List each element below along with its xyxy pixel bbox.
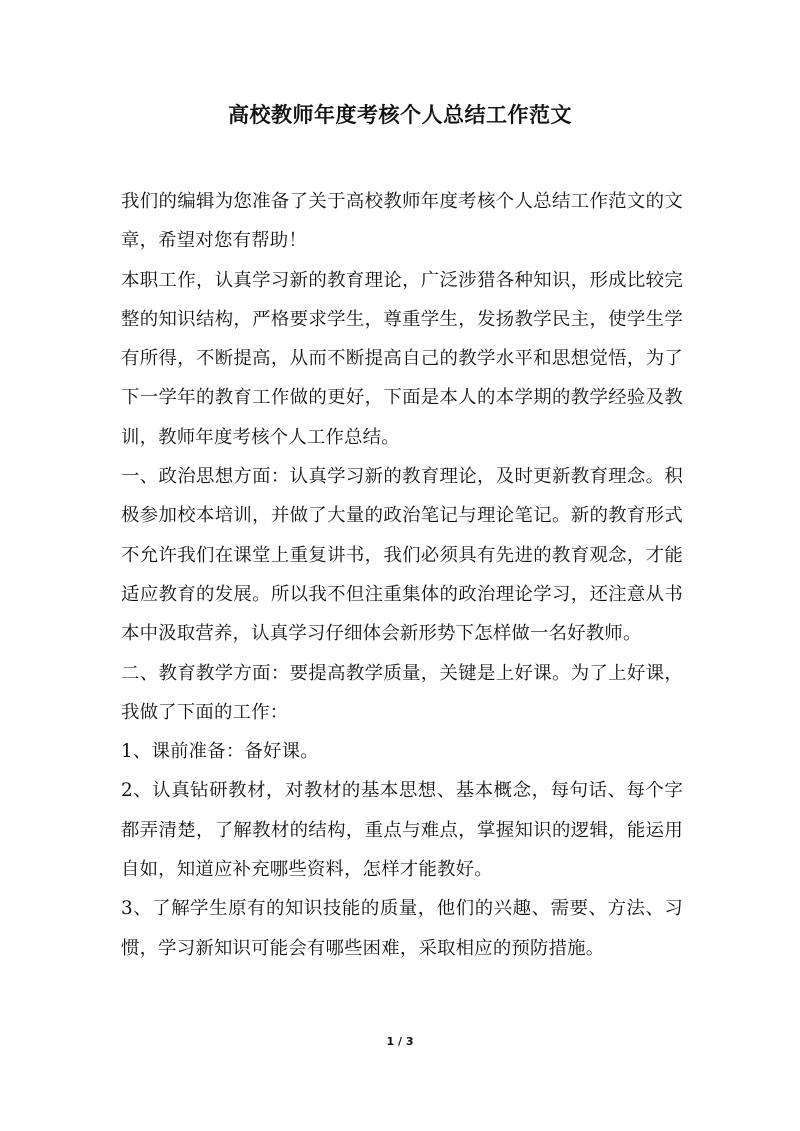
paragraph-item-1: 1、课前准备：备好课。 (121, 741, 319, 763)
paragraph-political: 一、政治思想方面：认真学习新的教育理论，及时更新教育理念。积极参加校本培训，并做了大量的政治笔记与理论笔记。新的教育形式不允许我们在课堂上重复讲书，我们必须具有先进的教育观念，才能适应教育的发展。所以我不但注重集体的政治理论学习，还注意从书本中汲取营养，认真学习仔细体会新形势下怎样做一名好教师。 (121, 466, 683, 645)
document-title: 高校教师年度考核个人总结工作范文 (228, 102, 572, 127)
paragraph-work-overview: 本职工作，认真学习新的教育理论，广泛涉猎各种知识，形成比较完整的知识结构，严格要求学生，尊重学生，发扬教学民主，使学生学有所得，不断提高，从而不断提高自己的教学水平和思想觉悟，为了下一学年的教育工作做的更好，下面是本人的本学期的教学经验及教训，教师年度考核个人工作总结。 (121, 269, 683, 448)
paragraph-intro: 我们的编辑为您准备了关于高校教师年度考核个人总结工作范文的文章，希望对您有帮助！ (121, 191, 683, 252)
page-number: 1 / 3 (386, 1035, 414, 1048)
document-body (121, 182, 683, 968)
paragraph-item-3: 3、了解学生原有的知识技能的质量，他们的兴趣、需要、方法、习惯，学习新知识可能会有哪些困难，采取相应的预防措施。 (121, 898, 683, 959)
paragraph-teaching: 二、教育教学方面：要提高教学质量，关键是上好课。为了上好课，我做了下面的工作： (121, 662, 683, 723)
paragraph-item-2: 2、认真钻研教材，对教材的基本思想、基本概念，每句话、每个字都弄清楚，了解教材的结构，重点与难点，掌握知识的逻辑，能运用自如，知道应补充哪些资料，怎样才能教好。 (121, 780, 683, 881)
